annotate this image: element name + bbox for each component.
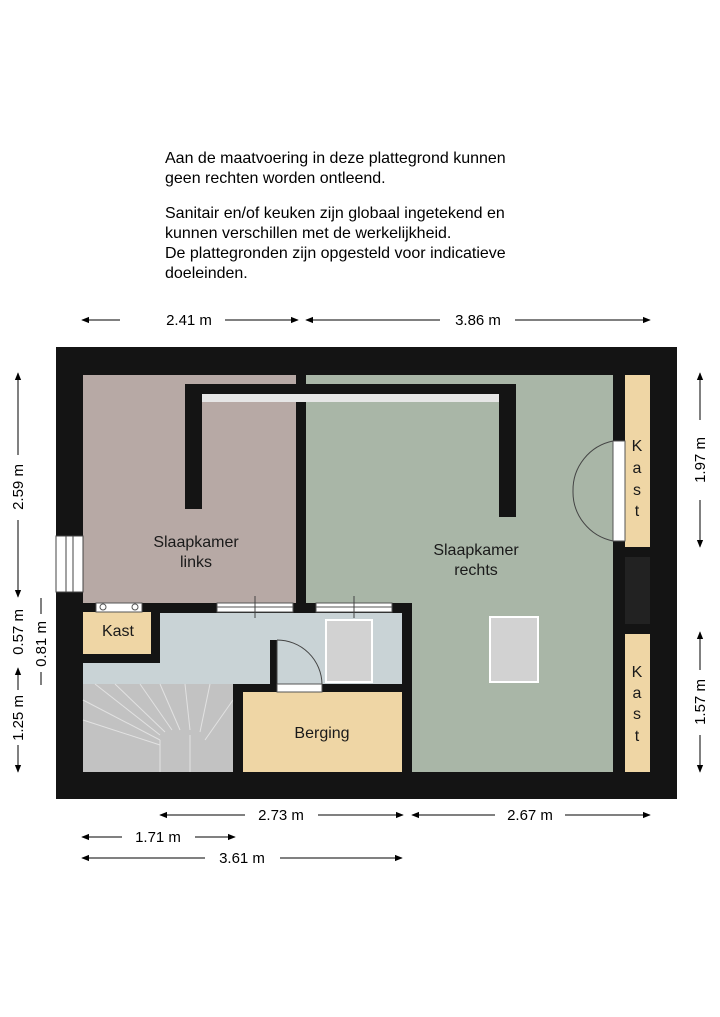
disclaimer-line: Sanitair en/of keuken zijn globaal ingetekend en <box>165 205 505 222</box>
label-berging: Berging <box>294 725 350 742</box>
disclaimer-line: geen rechten worden ontleend. <box>165 170 386 187</box>
wall-kast-right-mid2 <box>613 624 650 634</box>
dimension-label: 2.67 m <box>507 807 553 824</box>
label-slaapkamer-rechts-1: Slaapkamer <box>433 542 519 559</box>
label-slaapkamer-rechts-2: rechts <box>454 562 498 579</box>
label-kast-right-top-t: t <box>634 503 640 520</box>
label-kast-right-top-a: a <box>632 460 642 477</box>
label-slaapkamer-links-2: links <box>179 554 213 571</box>
disclaimer-line: Aan de maatvoering in deze plattegrond kunnen <box>165 150 506 167</box>
dimension-left-bottom <box>10 668 27 772</box>
wall-kast-right-mid <box>613 547 650 557</box>
wall-between-bedrooms <box>296 375 306 605</box>
object-chimney-block <box>490 617 538 682</box>
room-hallway-lower <box>83 663 233 684</box>
window-left <box>56 536 83 592</box>
room-kast-right-bottom <box>625 634 650 772</box>
wall-berging-left <box>233 684 243 772</box>
object-sink <box>326 620 372 682</box>
dimension-label: 2.59 m <box>10 464 27 510</box>
dimension-label: 1.97 m <box>692 437 709 483</box>
disclaimer-line: kunnen verschillen met de werkelijkheid. <box>165 225 452 242</box>
dimension-top-right <box>306 312 650 329</box>
dimension-label: 1.57 m <box>692 679 709 725</box>
label-kast-right-top-s: s <box>633 482 641 499</box>
dark-niche <box>625 557 650 624</box>
dimension-right-top <box>692 373 709 547</box>
dimension-label: 3.86 m <box>455 312 501 329</box>
dimension-top-left <box>82 312 298 329</box>
dimension-bottom-mid <box>160 807 403 824</box>
dimension-left-top <box>10 373 27 597</box>
label-slaapkamer-links-1: Slaapkamer <box>153 534 239 551</box>
dimension-left-mid <box>10 598 50 685</box>
label-kast-right-bottom-k: K <box>631 664 643 681</box>
dimension-label: 3.61 m <box>219 850 265 867</box>
label-kast-right-top-k: K <box>631 438 643 455</box>
label-kast-right-bottom-t: t <box>634 728 640 745</box>
dimension-bottom-small <box>82 829 235 846</box>
dimension-label: 1.71 m <box>135 829 181 846</box>
dimension-label: 0.81 m <box>33 621 50 667</box>
wall-kast-right-left <box>613 375 625 772</box>
wall-kast-left-bottom <box>83 654 160 663</box>
disclaimer-line: doeleinden. <box>165 265 248 282</box>
wall-door-stub <box>270 640 277 684</box>
dimension-bottom-right <box>412 807 650 824</box>
dimension-label: 1.25 m <box>10 695 27 741</box>
label-kast-right-bottom-s: s <box>633 706 641 723</box>
room-stairs <box>83 684 233 772</box>
disclaimer-line: De plattegronden zijn opgesteld voor indicatieve <box>165 245 506 262</box>
dimension-label: 2.41 m <box>166 312 212 329</box>
dimension-label: 0.57 m <box>10 609 27 655</box>
label-kast-right-bottom-a: a <box>632 685 642 702</box>
dimension-bottom-total <box>82 850 402 867</box>
label-kast-left: Kast <box>101 623 135 640</box>
dimension-right-bottom <box>692 632 709 772</box>
dimension-label: 2.73 m <box>258 807 304 824</box>
